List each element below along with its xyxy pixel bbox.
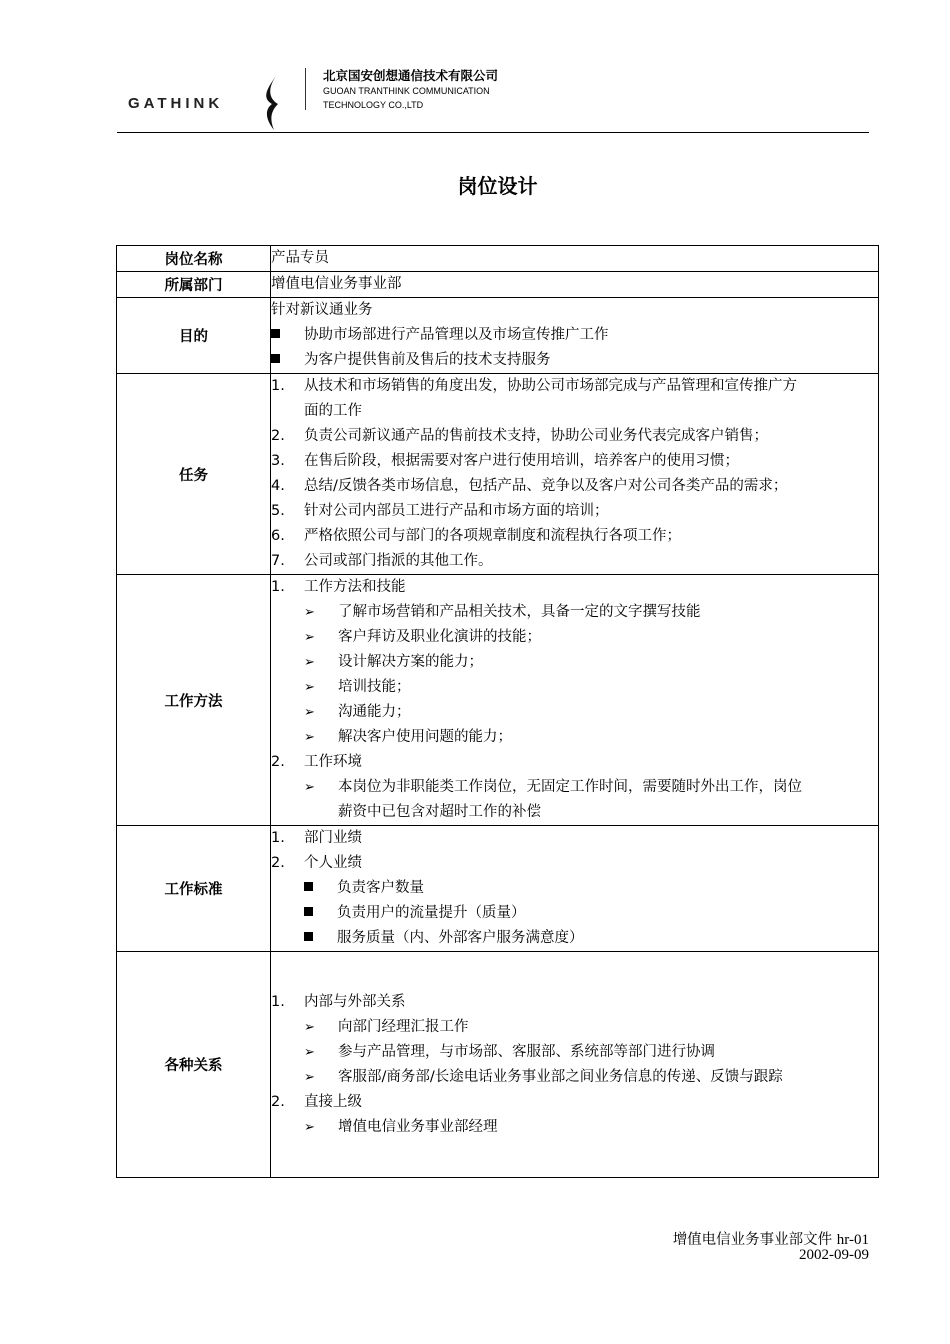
job-design-table — [116, 245, 879, 1178]
header-divider — [305, 68, 306, 110]
list-item: 服务质量（内、外部客户服务满意度） — [271, 926, 878, 951]
list-item: 3. 在售后阶段，根据需要对客户进行使用培训，培养客户的使用习惯； — [271, 453, 739, 469]
company-name-cn: 北京国安创想通信技术有限公司 — [323, 68, 499, 83]
list-item: 为客户提供售前及售后的技术支持服务 — [271, 348, 878, 373]
list-item: ➢ 培训技能； — [271, 675, 878, 700]
list-item: ➢ 了解市场营销和产品相关技术，具备一定的文字撰写技能 — [271, 600, 878, 625]
company-logo-text: GATHINK — [128, 95, 224, 112]
list-item: 4. 总结/反馈各类市场信息，包括产品、竞争以及客户对公司各类产品的需求； — [271, 478, 788, 494]
value-tasks — [271, 374, 879, 575]
list-item-continuation: 面的工作 — [304, 403, 362, 419]
label-methods: 工作方法 — [117, 575, 271, 826]
list-item: 2. 个人业绩 — [271, 855, 362, 871]
company-name-en-line1: GUOAN TRANTHINK COMMUNICATION — [323, 86, 490, 96]
arrow-bullet-icon: ➢ — [304, 680, 315, 695]
arrow-bullet-icon: ➢ — [304, 1069, 315, 1085]
arrow-bullet-icon: ➢ — [304, 1119, 315, 1135]
list-item: ➢ 客服部/商务部/长途电话业务事业部之间业务信息的传递、反馈与跟踪 — [271, 1065, 878, 1090]
logo-swoosh-icon — [258, 76, 282, 130]
page-title: 岗位设计 — [457, 174, 538, 198]
list-item: 2. 负责公司新议通产品的售前技术支持，协助公司业务代表完成客户销售； — [271, 428, 768, 444]
label-relations: 各种关系 — [117, 952, 271, 1178]
list-item: 7. 公司或部门指派的其他工作。 — [271, 553, 493, 569]
value-relations — [271, 952, 879, 1178]
footer-date: 2002-09-09 — [799, 1247, 869, 1263]
arrow-bullet-icon: ➢ — [304, 780, 315, 795]
square-bullet-icon — [271, 348, 304, 373]
arrow-bullet-icon: ➢ — [304, 605, 315, 620]
company-name-en-line2: TECHNOLOGY CO.,LTD — [323, 100, 424, 110]
list-item: ➢ 向部门经理汇报工作 — [271, 1015, 878, 1040]
section-heading: 2. 直接上级 — [271, 1093, 362, 1110]
section-heading: 1. 内部与外部关系 — [271, 993, 406, 1010]
label-department: 所属部门 — [117, 272, 271, 298]
page-header — [0, 0, 950, 140]
list-item: 1. 部门业绩 — [271, 830, 362, 846]
arrow-bullet-icon: ➢ — [304, 655, 315, 670]
row-department — [117, 272, 879, 298]
row-standards — [117, 826, 879, 952]
arrow-bullet-icon: ➢ — [304, 730, 315, 745]
label-tasks: 任务 — [117, 374, 271, 575]
row-tasks — [117, 374, 879, 575]
label-purpose: 目的 — [117, 298, 271, 374]
row-position-name — [117, 246, 879, 272]
square-bullet-icon — [304, 901, 337, 926]
arrow-bullet-icon: ➢ — [304, 705, 315, 720]
section-heading: 2. 工作环境 — [271, 754, 362, 770]
list-item: ➢ 沟通能力； — [271, 700, 878, 725]
value-methods — [271, 575, 879, 826]
list-item: ➢ 设计解决方案的能力； — [271, 650, 878, 675]
list-item: 协助市场部进行产品管理以及市场宣传推广工作 — [271, 323, 878, 348]
list-item: 1. 从技术和市场销售的角度出发，协助公司市场部完成与产品管理和宣传推广方 — [271, 378, 797, 394]
list-item: ➢ 参与产品管理，与市场部、客服部、系统部等部门进行协调 — [271, 1040, 878, 1065]
row-relations — [117, 952, 879, 1178]
list-item: ➢ 客户拜访及职业化演讲的技能； — [271, 625, 878, 650]
list-item: 负责客户数量 — [271, 876, 878, 901]
header-rule — [117, 132, 869, 133]
list-item: 5. 针对公司内部员工进行产品和市场方面的培训； — [271, 503, 609, 519]
list-item: 负责用户的流量提升（质量） — [271, 901, 878, 926]
arrow-bullet-icon: ➢ — [304, 1019, 315, 1035]
value-position-name: 产品专员 — [271, 246, 879, 272]
label-standards: 工作标准 — [117, 826, 271, 952]
footer-doc-label: 增值电信业务事业部文件 hr-01 — [672, 1232, 869, 1248]
value-purpose — [271, 298, 879, 374]
purpose-intro: 针对新议通业务 — [271, 302, 373, 318]
list-item: ➢ 本岗位为非职能类工作岗位，无固定工作时间，需要随时外出工作，岗位 — [271, 775, 878, 800]
section-heading: 1. 工作方法和技能 — [271, 579, 406, 595]
label-position-name: 岗位名称 — [117, 246, 271, 272]
list-item: ➢ 解决客户使用问题的能力； — [271, 725, 878, 750]
value-standards — [271, 826, 879, 952]
list-item: ➢ 增值电信业务事业部经理 — [271, 1115, 878, 1140]
arrow-bullet-icon: ➢ — [304, 1044, 315, 1060]
square-bullet-icon — [271, 323, 304, 348]
row-methods — [117, 575, 879, 826]
row-purpose — [117, 298, 879, 374]
list-item-continuation: 薪资中已包含对超时工作的补偿 — [338, 804, 541, 820]
value-department: 增值电信业务事业部 — [271, 272, 879, 298]
arrow-bullet-icon: ➢ — [304, 630, 315, 645]
square-bullet-icon — [304, 876, 337, 901]
list-item: 6. 严格依照公司与部门的各项规章制度和流程执行各项工作； — [271, 528, 681, 544]
square-bullet-icon — [304, 926, 337, 951]
